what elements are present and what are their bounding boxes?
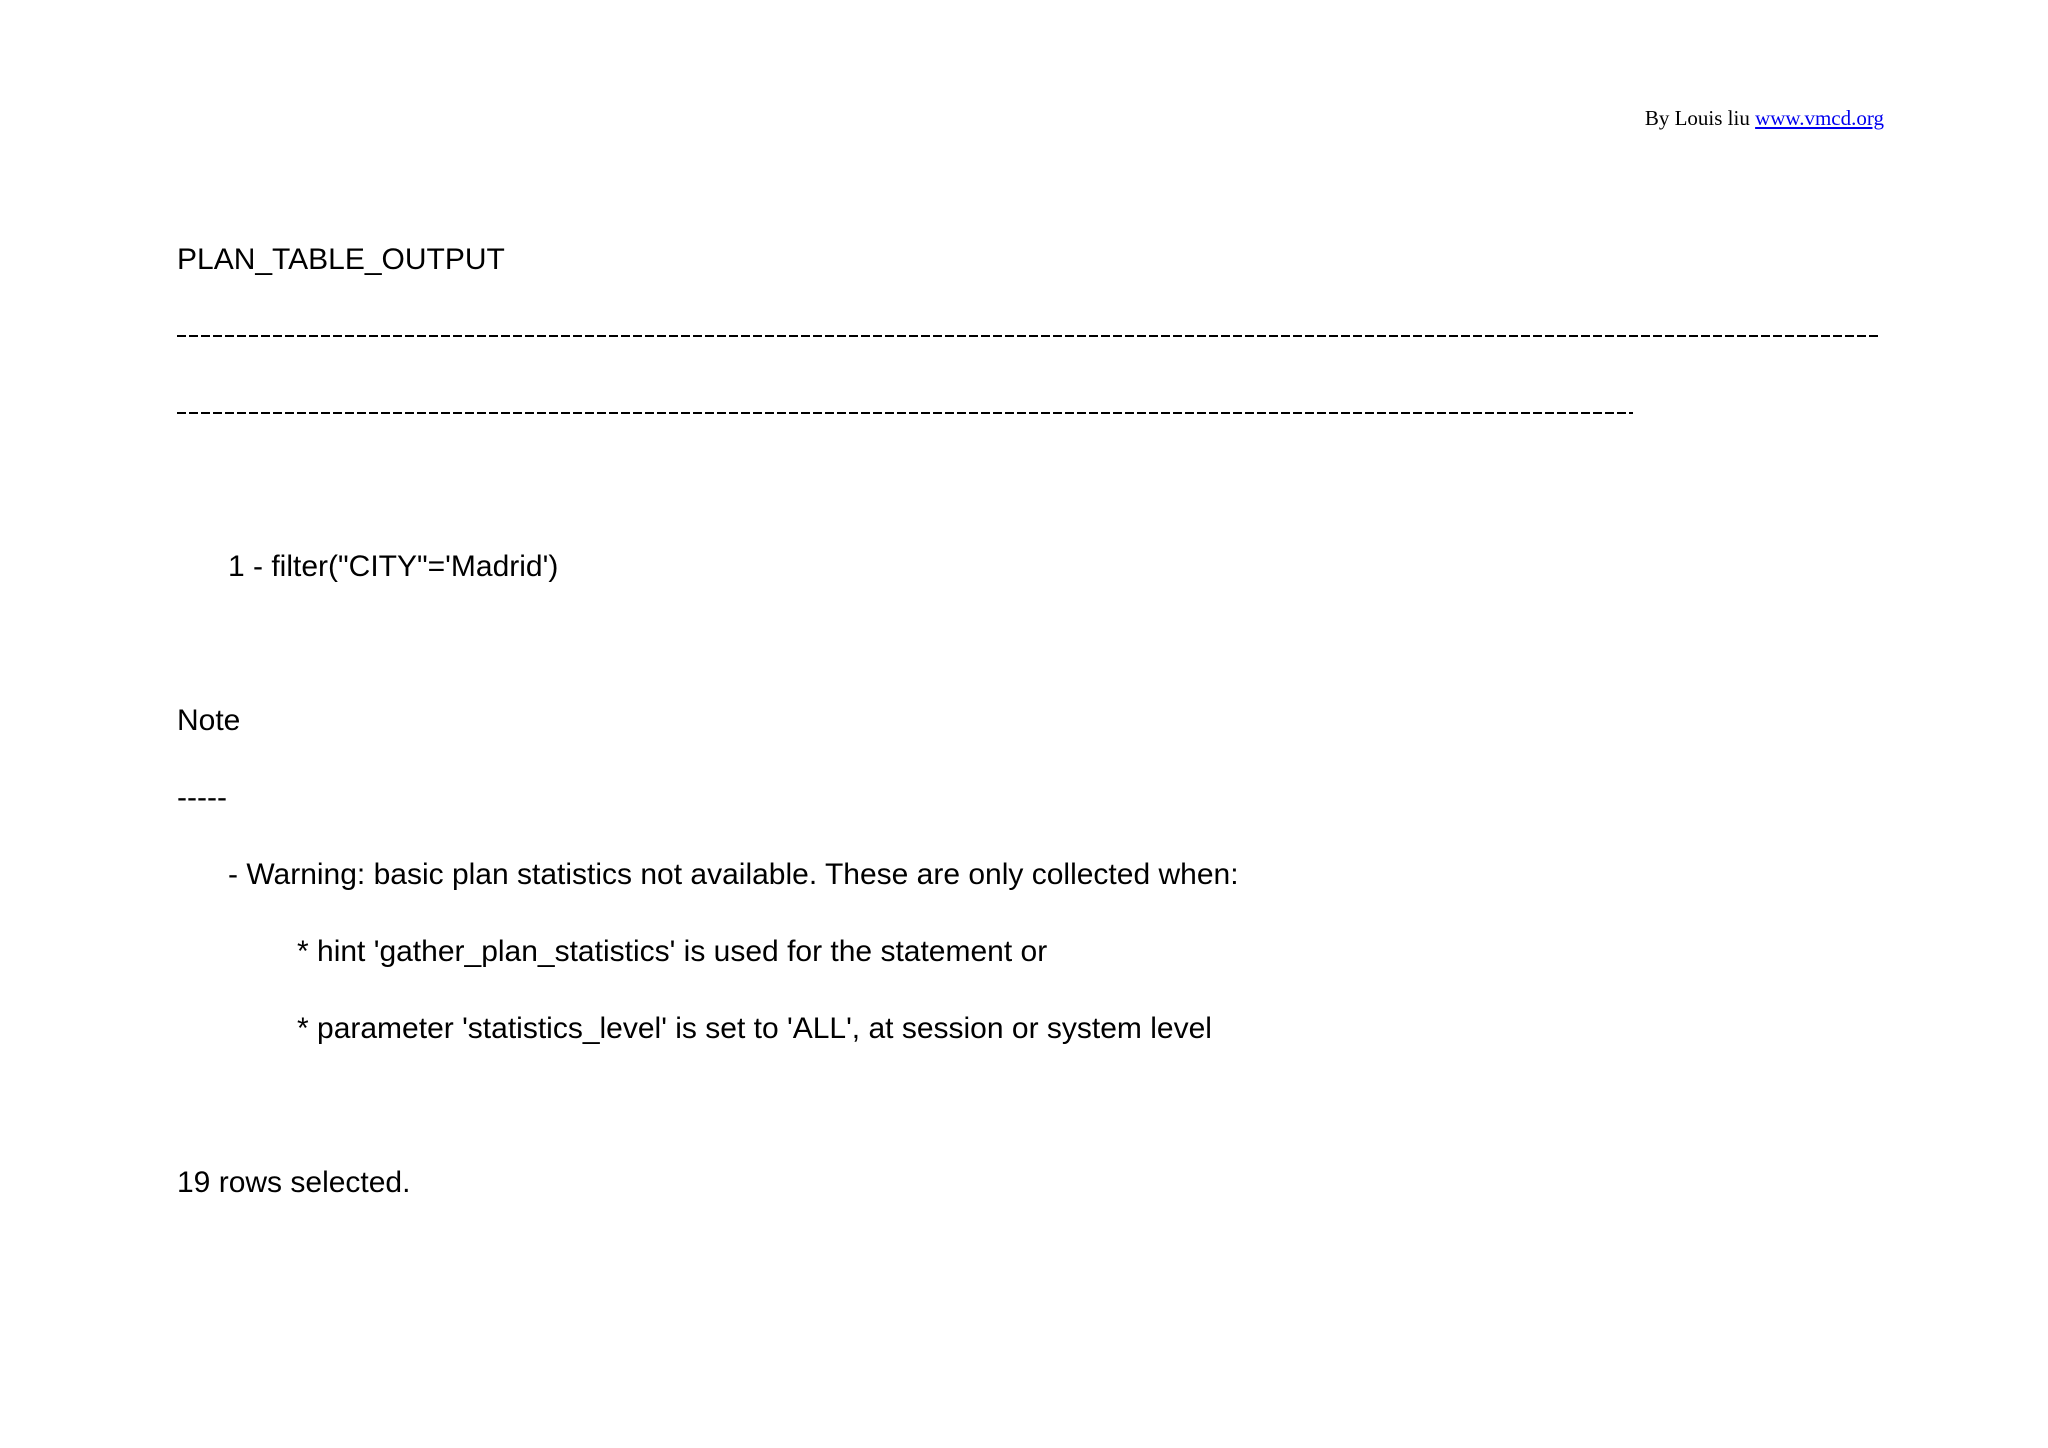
website-link[interactable]: www.vmcd.org bbox=[1755, 106, 1884, 130]
warning-bullet-parameter: * parameter 'statistics_level' is set to 'ALL', at session or system level bbox=[297, 1012, 1212, 1045]
warning-text: - Warning: basic plan statistics not available. These are only collected when: bbox=[228, 858, 1239, 891]
warning-bullet-hint: * hint 'gather_plan_statistics' is used for the statement or bbox=[297, 935, 1048, 968]
separator-line-2 bbox=[177, 412, 1633, 414]
author-credit bbox=[1645, 106, 1884, 131]
note-underline: ----- bbox=[177, 781, 227, 814]
plan-table-output-heading: PLAN_TABLE_OUTPUT bbox=[177, 243, 505, 276]
predicate-filter-line: 1 - filter("CITY"='Madrid') bbox=[228, 550, 559, 583]
separator-line-1 bbox=[177, 335, 1881, 337]
note-heading: Note bbox=[177, 704, 241, 737]
rows-selected-text: 19 rows selected. bbox=[177, 1166, 411, 1199]
author-credit-text: By Louis liu bbox=[1644, 106, 1750, 130]
